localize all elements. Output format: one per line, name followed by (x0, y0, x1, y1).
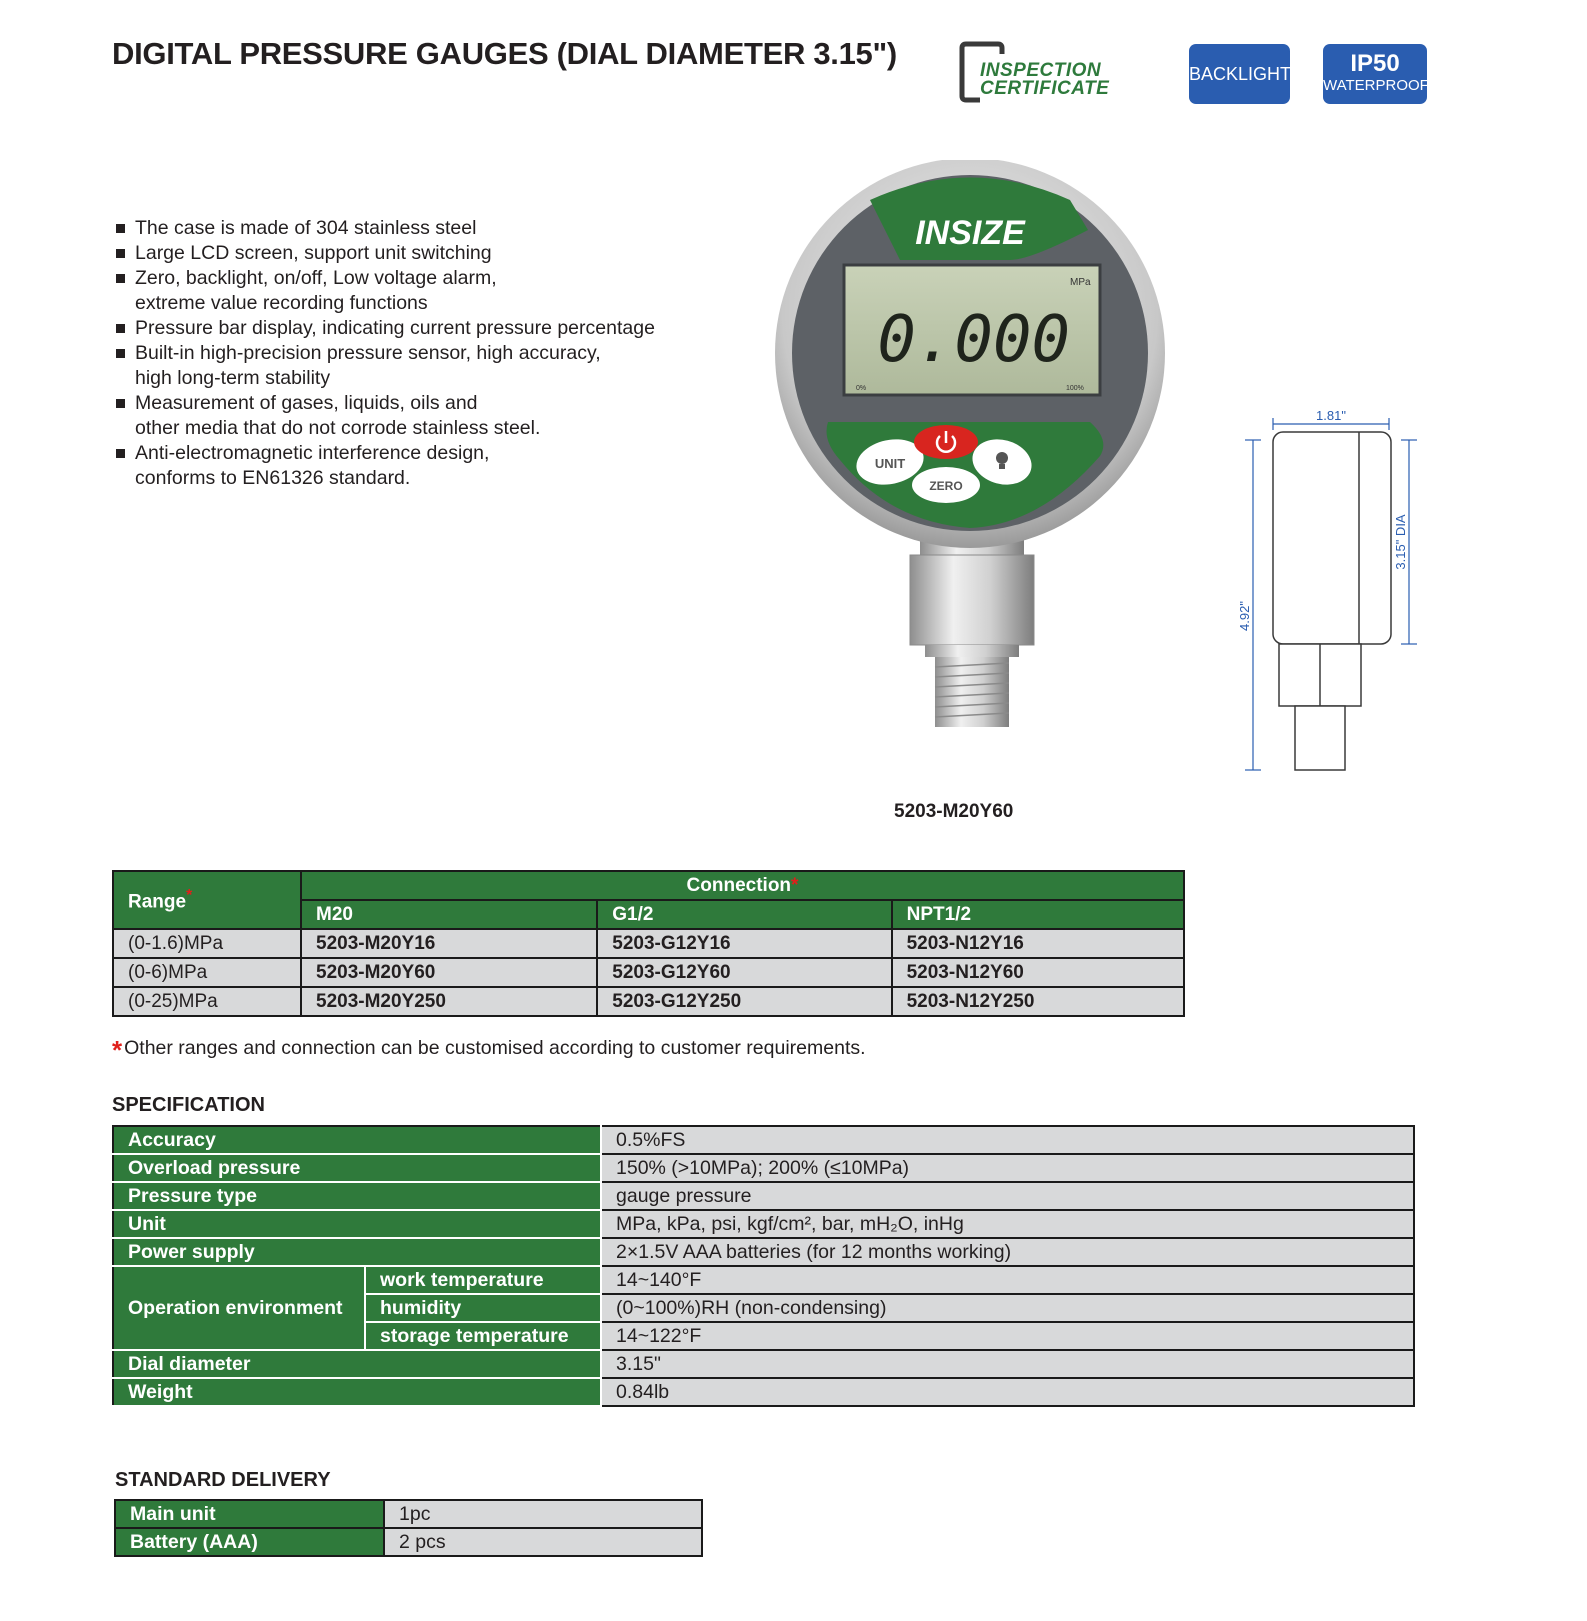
range-cell: (0-6)MPa (113, 958, 301, 987)
table-row (113, 1126, 1414, 1154)
spec-value: 0.5%FS (601, 1126, 1414, 1154)
range-cell: (0-1.6)MPa (113, 929, 301, 958)
table-row (115, 1500, 702, 1528)
customisation-note (112, 1030, 866, 1065)
range-cell: (0-25)MPa (113, 987, 301, 1016)
table-row (113, 958, 1184, 987)
inspection-label: INSPECTION (980, 60, 1102, 81)
spec-label: Overload pressure (113, 1154, 601, 1182)
spec-label: Unit (113, 1210, 601, 1238)
feature-item: Measurement of gases, liquids, oils and other media that do not corrode stainless steel. (112, 391, 732, 441)
connection-header: Connection* (301, 871, 1184, 900)
waterproof-label: WATERPROOF (1323, 77, 1429, 94)
spec-sublabel: humidity (365, 1294, 601, 1322)
lcd-bar-min: 0% (856, 385, 867, 392)
model-cell: 5203-M20Y60 (301, 958, 597, 987)
lcd-reading: 0.000 (877, 303, 1070, 377)
range-connection-table (112, 870, 1185, 1017)
spec-value: MPa, kPa, psi, kgf/cm², bar, mH₂O, inHg (601, 1210, 1414, 1238)
spec-label: Operation environment (113, 1266, 365, 1350)
width-dimension: 1.81" (1316, 410, 1346, 423)
model-cell: 5203-G12Y250 (597, 987, 891, 1016)
model-cell: 5203-G12Y16 (597, 929, 891, 958)
table-row (113, 987, 1184, 1016)
range-header: Range* (113, 871, 301, 929)
spec-sublabel: work temperature (365, 1266, 601, 1294)
feature-item: Zero, backlight, on/off, Low voltage alarm, extreme value recording functions (112, 266, 732, 316)
table-row (113, 929, 1184, 958)
table-row (113, 1210, 1414, 1238)
spec-value: 0.84lb (601, 1378, 1414, 1406)
brand-logo: INSIZE (915, 214, 1025, 252)
height-dimension: 4.92" (1237, 601, 1252, 631)
lcd-unit: MPa (1070, 277, 1091, 288)
spec-label: Weight (113, 1378, 601, 1406)
table-row (113, 1378, 1414, 1406)
spec-value: 14~122°F (601, 1322, 1414, 1350)
dimension-drawing (1225, 410, 1425, 780)
lcd-bar-max: 100% (1066, 385, 1084, 392)
feature-list (112, 216, 732, 491)
delivery-value: 2 pcs (384, 1528, 702, 1556)
feature-item: Anti-electromagnetic interference design, conforms to EN61326 standard. (112, 441, 732, 491)
model-cell: 5203-N12Y250 (892, 987, 1184, 1016)
spec-value: gauge pressure (601, 1182, 1414, 1210)
model-cell: 5203-M20Y16 (301, 929, 597, 958)
model-cell: 5203-N12Y60 (892, 958, 1184, 987)
page-title: DIGITAL PRESSURE GAUGES (DIAL DIAMETER 3.15") (112, 36, 897, 71)
feature-item: Large LCD screen, support unit switching (112, 241, 732, 266)
delivery-heading: STANDARD DELIVERY (115, 1469, 331, 1491)
inspection-certificate-badge (958, 40, 1138, 104)
col-npt12: NPT1/2 (892, 900, 1184, 929)
table-row (113, 1154, 1414, 1182)
table-row (115, 1528, 702, 1556)
specification-heading: SPECIFICATION (112, 1094, 265, 1116)
backlight-badge: BACKLIGHT (1189, 44, 1290, 104)
unit-button-label: UNIT (874, 456, 906, 471)
ip-rating: IP50 (1350, 50, 1400, 77)
feature-item: Built-in high-precision pressure sensor, high accuracy, high long-term stability (112, 341, 732, 391)
zero-button-label: ZERO (929, 479, 963, 493)
diameter-dimension: 3.15" DIA (1393, 514, 1408, 570)
spec-label: Accuracy (113, 1126, 601, 1154)
note-text: Other ranges and connection can be customised according to customer requirements. (124, 1037, 866, 1059)
model-cell: 5203-G12Y60 (597, 958, 891, 987)
specification-table (112, 1125, 1415, 1407)
table-row (113, 1266, 1414, 1294)
spec-label: Dial diameter (113, 1350, 601, 1378)
model-cell: 5203-N12Y16 (892, 929, 1184, 958)
spec-value: 150% (>10MPa); 200% (≤10MPa) (601, 1154, 1414, 1182)
table-row (113, 1238, 1414, 1266)
spec-value: 3.15" (601, 1350, 1414, 1378)
spec-value: 2×1.5V AAA batteries (for 12 months working) (601, 1238, 1414, 1266)
note-star: * (112, 1035, 123, 1065)
spec-label: Pressure type (113, 1182, 601, 1210)
delivery-label: Main unit (115, 1500, 384, 1528)
spec-label: Power supply (113, 1238, 601, 1266)
col-m20: M20 (301, 900, 597, 929)
spec-value: 14~140°F (601, 1266, 1414, 1294)
delivery-value: 1pc (384, 1500, 702, 1528)
image-caption: 5203-M20Y60 (894, 801, 1014, 822)
delivery-label: Battery (AAA) (115, 1528, 384, 1556)
table-row (113, 1182, 1414, 1210)
certificate-label: CERTIFICATE (980, 78, 1110, 99)
ip50-badge (1323, 44, 1427, 104)
spec-sublabel: storage temperature (365, 1322, 601, 1350)
pressure-gauge-image (770, 160, 1180, 765)
table-row (113, 1350, 1414, 1378)
delivery-table (114, 1499, 703, 1557)
feature-item: Pressure bar display, indicating current pressure percentage (112, 316, 732, 341)
model-cell: 5203-M20Y250 (301, 987, 597, 1016)
feature-item: The case is made of 304 stainless steel (112, 216, 732, 241)
col-g12: G1/2 (597, 900, 891, 929)
spec-value: (0~100%)RH (non-condensing) (601, 1294, 1414, 1322)
